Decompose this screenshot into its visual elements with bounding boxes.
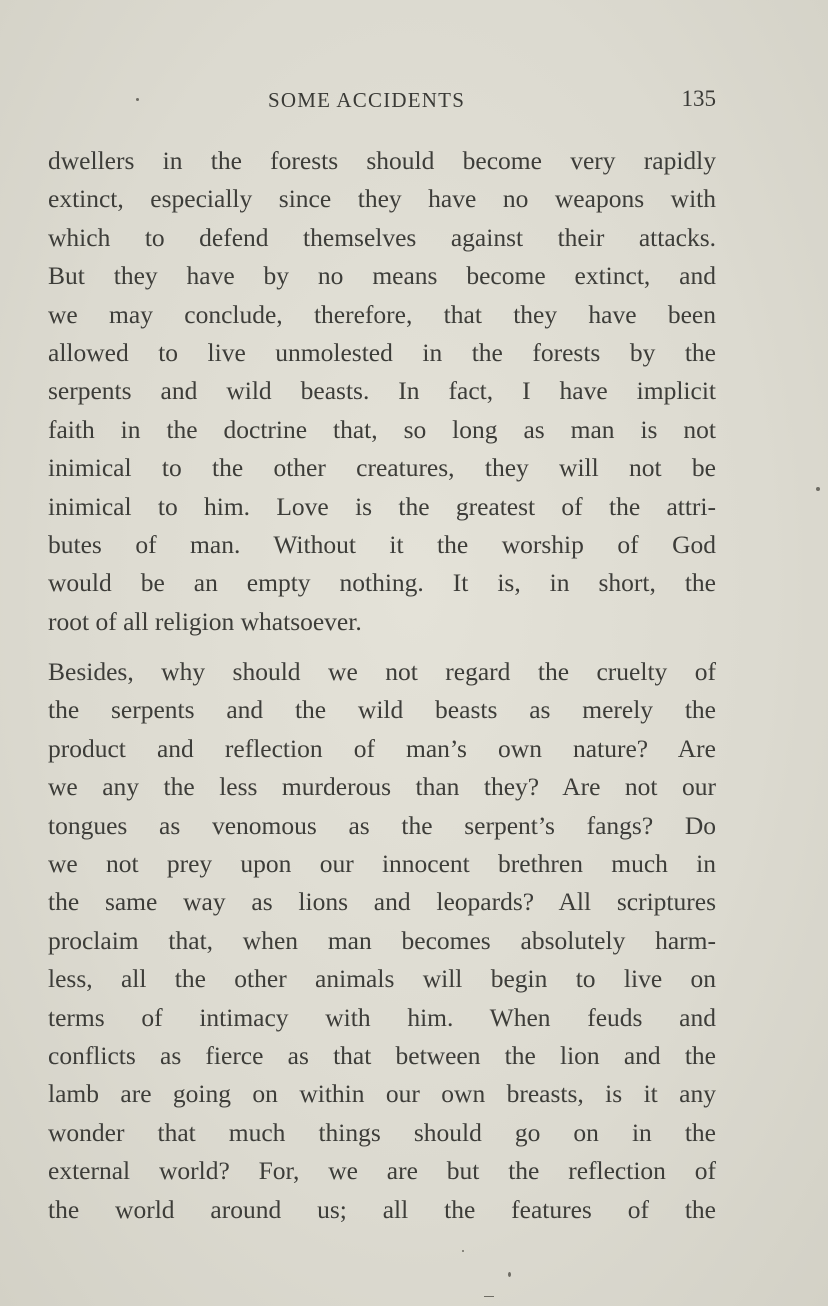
print-speck: [816, 487, 820, 491]
text-line: lamb are going on within our own breasts, is it any: [48, 1079, 716, 1109]
text-line: serpents and wild beasts. In fact, I have implicit: [48, 376, 716, 406]
text-line: product and reflection of man’s own nature? Are: [48, 733, 716, 763]
text-line: would be an empty nothing. It is, in short, the: [48, 568, 716, 598]
paragraph-gap: [48, 641, 716, 653]
running-head: [48, 86, 716, 118]
text-line: allowed to live unmolested in the forests by the: [48, 337, 716, 367]
text-line: less, all the other animals will begin to live on: [48, 964, 716, 994]
text-line: Besides, why should we not regard the cruelty of: [48, 657, 716, 687]
text-line: the world around us; all the features of the: [48, 1194, 716, 1224]
text-line: tongues as venomous as the serpent’s fangs? Do: [48, 810, 716, 840]
text-line: terms of intimacy with him. When feuds and: [48, 1002, 716, 1032]
print-speck: [462, 1250, 464, 1252]
text-line: we not prey upon our innocent brethren much in: [48, 849, 716, 879]
text-line: which to defend themselves against their attacks.: [48, 222, 716, 252]
text-line: faith in the doctrine that, so long as man is not: [48, 414, 716, 444]
page-number: 135: [681, 86, 716, 111]
print-speck: [136, 98, 139, 101]
text-line: we may conclude, therefore, that they have been: [48, 299, 716, 329]
text-line: inimical to the other creatures, they will not be: [48, 453, 716, 483]
text-line: proclaim that, when man becomes absolutely harm-: [48, 925, 716, 955]
body-text: [48, 142, 716, 1229]
text-line: butes of man. Without it the worship of God: [48, 529, 716, 559]
text-line: root of all religion whatsoever.: [48, 606, 362, 636]
text-line: wonder that much things should go on in the: [48, 1117, 716, 1147]
chapter-title: SOME ACCIDENTS: [268, 88, 466, 112]
text-line: dwellers in the forests should become very rapidly: [48, 146, 716, 175]
print-speck: [508, 1272, 511, 1277]
text-line: conflicts as fierce as that between the lion and the: [48, 1040, 716, 1070]
text-line: external world? For, we are but the reflection of: [48, 1156, 716, 1186]
print-speck: [484, 1296, 494, 1297]
text-line: the serpents and the wild beasts as merely the: [48, 695, 716, 725]
text-line: we any the less murderous than they? Are not our: [48, 772, 716, 802]
text-line: inimical to him. Love is the greatest of the attri-: [48, 491, 716, 521]
text-line: extinct, especially since they have no weapons with: [48, 184, 716, 214]
text-line: the same way as lions and leopards? All scriptures: [48, 887, 716, 917]
text-line: But they have by no means become extinct, and: [48, 261, 716, 291]
